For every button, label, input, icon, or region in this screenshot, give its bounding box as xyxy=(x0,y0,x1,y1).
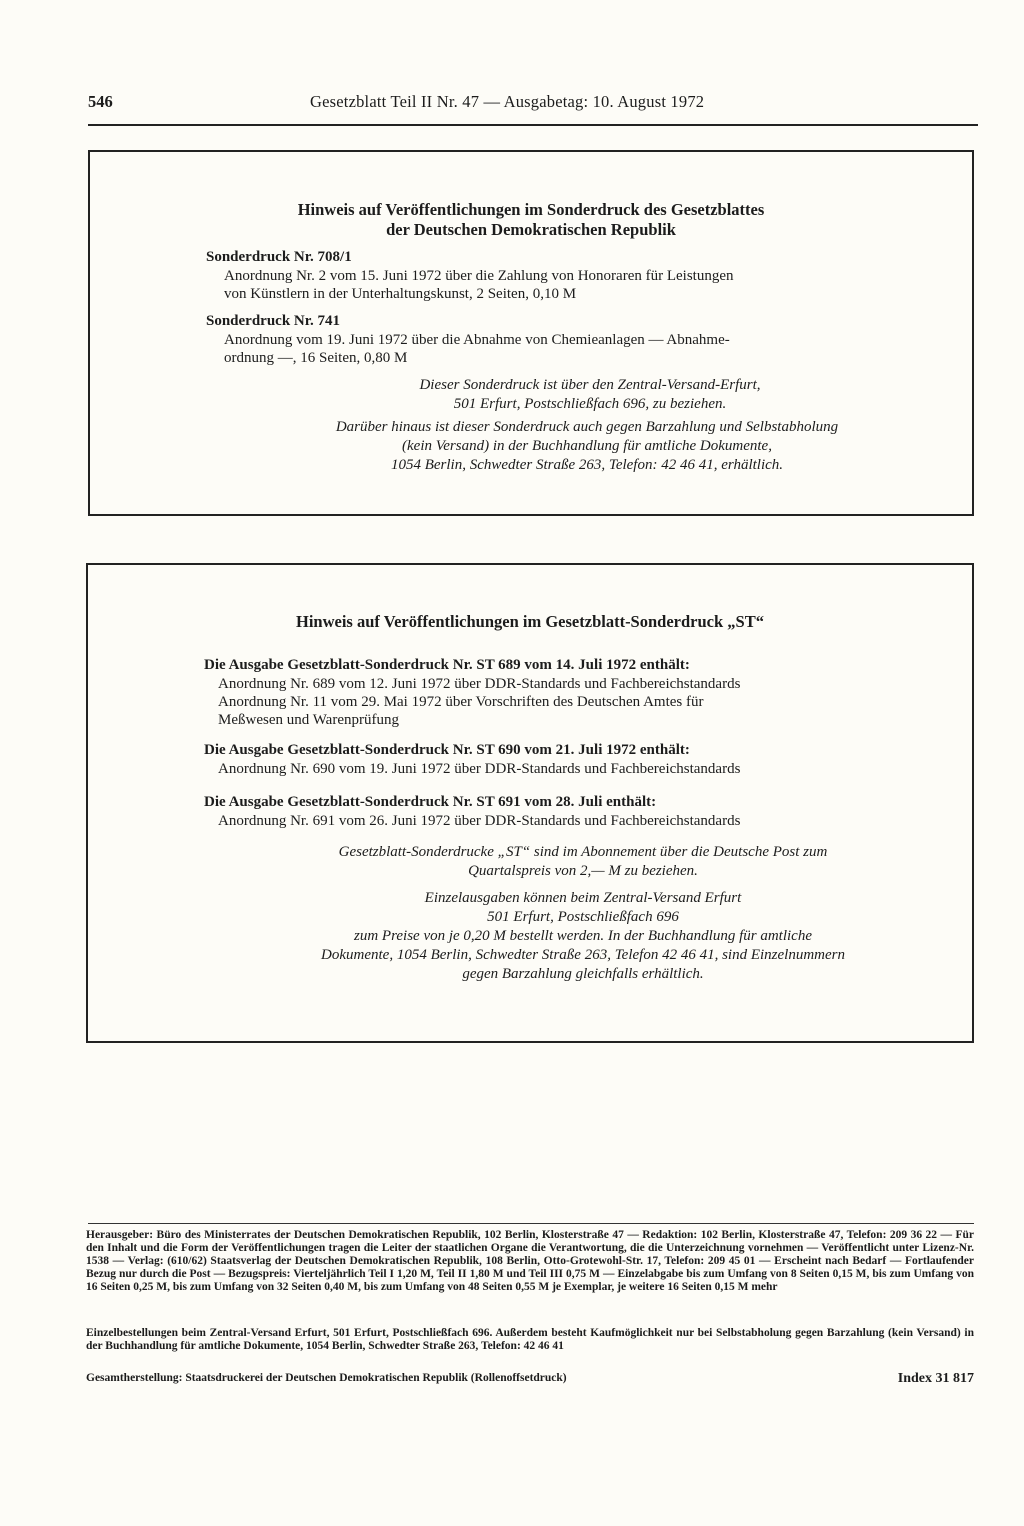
box2-entry xyxy=(204,656,964,729)
box2-entry xyxy=(204,793,964,830)
entry-heading: Sonderdruck Nr. 741 xyxy=(206,313,341,329)
note-line: 1054 Berlin, Schwedter Straße 263, Telefon: 42 46 41, erhältlich. xyxy=(390,457,784,473)
imprint-orders: Einzelbestellungen beim Zentral-Versand Erfurt, 501 Erfurt, Postschließfach 696. Außerdem besteht Kaufmöglichkeit nur bei Selbstabholung gegen Barzahlung (kein Versand) in der Buchhandlung für amtliche Dokumente, 1054 Berlin, Schwedter Straße 263, Telefon: 42 46 41 xyxy=(86,1327,974,1352)
entry-line: Anordnung Nr. 2 vom 15. Juni 1972 über die Zahlung von Honoraren für Leistungen xyxy=(224,268,734,284)
entry-text xyxy=(204,675,964,729)
header-rule xyxy=(88,124,978,126)
note-line: Einzelausgaben können beim Zentral-Versand Erfurt xyxy=(424,890,742,906)
imprint-printer-line xyxy=(86,1372,974,1384)
box1-entry xyxy=(206,312,966,367)
entry-heading: Die Ausgabe Gesetzblatt-Sonderdruck Nr. ST 691 vom 28. Juli enthält: xyxy=(204,794,657,810)
note-line: Dieser Sonderdruck ist über den Zentral-Versand-Erfurt, xyxy=(419,377,761,393)
box2-single-issue-note xyxy=(198,889,968,984)
imprint-publisher: Herausgeber: Büro des Ministerrates der Deutschen Demokratischen Republik, 102 Berlin, Klosterstraße 47 — Redaktion: 102 Berlin, Klosterstraße 47, Telefon: 209 36 22 — Für den Inhalt und die Form der Veröffentlichungen tragen die Leiter der staatlichen Organe die Verantwortung, die die Unterzeichnung vornehmen — Veröffentlicht unter Lizenz-Nr. 1538 — Verlag: (610/62) Staatsverlag der Deutschen Demokratischen Republik, 108 Berlin, Otto-Grotewohl-Str. 17, Telefon: 209 45 01 — Erscheint nach Bedarf — Fortlaufender Bezug nur durch die Post — Bezugspreis: Vierteljährlich Teil I 1,20 M, Teil II 1,80 M und Teil III 0,75 M — Einzelabgabe bis zum Umfang von 8 Seiten 0,15 M, bis zum Umfang von 16 Seiten 0,25 M, bis zum Umfang von 32 Seiten 0,40 M, bis zum Umfang von 48 Seiten 0,55 M je Exemplar, je weitere 16 Seiten 0,15 M mehr xyxy=(86,1229,974,1293)
entry-line: ordnung —, 16 Seiten, 0,80 M xyxy=(224,350,408,366)
note-line: Dokumente, 1054 Berlin, Schwedter Straße 263, Telefon 42 46 41, sind Einzelnummern xyxy=(321,947,845,963)
imprint-rule xyxy=(88,1223,974,1224)
entry-line: Anordnung Nr. 691 vom 26. Juni 1972 über DDR-Standards und Fachbereichstandards xyxy=(218,813,741,829)
box2-entry xyxy=(204,741,964,778)
entry-line: Anordnung Nr. 11 vom 29. Mai 1972 über Vorschriften des Deutschen Amtes für xyxy=(218,694,704,710)
note-line: 501 Erfurt, Postschließfach 696 xyxy=(487,909,679,925)
header-title: Gesetzblatt Teil II Nr. 47 — Ausgabetag: 10. August 1972 xyxy=(310,92,705,111)
entry-heading: Die Ausgabe Gesetzblatt-Sonderdruck Nr. ST 690 vom 21. Juli 1972 enthält: xyxy=(204,742,690,758)
note-line: 501 Erfurt, Postschließfach 696, zu beziehen. xyxy=(453,396,727,412)
entry-line: von Künstlern in der Unterhaltungskunst, 2 Seiten, 0,10 M xyxy=(224,286,577,302)
entry-text xyxy=(206,267,966,303)
note-line: gegen Barzahlung gleichfalls erhältlich. xyxy=(462,966,704,982)
running-header xyxy=(88,92,978,114)
box2-subscription-note xyxy=(198,843,968,881)
index-number: Index 31 817 xyxy=(897,1371,974,1386)
entry-heading: Sonderdruck Nr. 708/1 xyxy=(206,249,352,265)
entry-line: Anordnung vom 19. Juni 1972 über die Abnahme von Chemieanlagen — Abnahme- xyxy=(224,332,730,348)
box1-title-line1: Hinweis auf Veröffentlichungen im Sonderdruck des Gesetzblattes xyxy=(297,200,765,219)
entry-line: Meßwesen und Warenprüfung xyxy=(218,712,399,728)
entry-text xyxy=(204,812,964,830)
entry-line: Anordnung Nr. 689 vom 12. Juni 1972 über DDR-Standards und Fachbereichstandards xyxy=(218,676,741,692)
printer-credit: Gesamtherstellung: Staatsdruckerei der Deutschen Demokratischen Republik (Rollenoffsetdruck) xyxy=(86,1372,567,1384)
entry-line: Anordnung Nr. 690 vom 19. Juni 1972 über DDR-Standards und Fachbereichstandards xyxy=(218,761,741,777)
box1-purchase-note xyxy=(202,418,972,475)
note-line: zum Preise von je 0,20 M bestellt werden. In der Buchhandlung für amtliche xyxy=(354,928,812,944)
entry-text xyxy=(204,760,964,778)
note-line: Quartalspreis von 2,— M zu beziehen. xyxy=(468,863,698,879)
note-line: Darüber hinaus ist dieser Sonderdruck auch gegen Barzahlung und Selbstabholung xyxy=(335,419,839,435)
entry-heading: Die Ausgabe Gesetzblatt-Sonderdruck Nr. ST 689 vom 14. Juli 1972 enthält: xyxy=(204,657,690,673)
box1-entry xyxy=(206,248,966,303)
note-line: (kein Versand) in der Buchhandlung für amtliche Dokumente, xyxy=(402,438,772,454)
box1-distribution-note xyxy=(210,376,970,414)
entry-text xyxy=(206,331,966,367)
note-line: Gesetzblatt-Sonderdrucke „ST“ sind im Abonnement über die Deutsche Post zum xyxy=(338,844,828,860)
box1-title-line2: der Deutschen Demokratischen Republik xyxy=(386,220,676,239)
notice-box-sonderdruck xyxy=(88,150,974,516)
box2-title: Hinweis auf Veröffentlichungen im Gesetzblatt-Sonderdruck „ST“ xyxy=(296,612,764,631)
page-number: 546 xyxy=(88,92,113,111)
notice-box-st xyxy=(86,563,974,1043)
